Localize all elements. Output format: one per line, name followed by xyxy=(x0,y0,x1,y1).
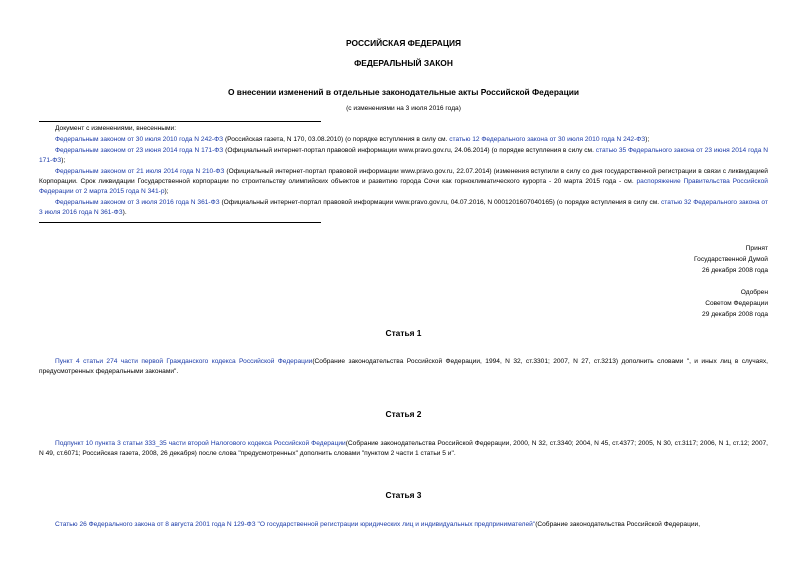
accepted-label: Принят xyxy=(745,245,768,252)
country-heading: РОССИЙСКАЯ ФЕДЕРАЦИЯ xyxy=(345,38,462,48)
change-item: Федеральным законом от 21 июля 2014 года N 210-ФЗ (Официальный интернет-портал правовой информации www.pravo.gov.ru, 22.07.2014) (изменения вступили в силу со дня государственной регистрации в связи с ликвидацией Корпорации. Срок ликвидации Государственной корпорации по строительству олимпийских объектов и развитию города Сочи как горноклиматического курорта - 20 марта 2015 года - см. распоряжение Правительства Российской Федерации от 2 марта 2015 года N 341-р); xyxy=(39,168,768,196)
accepted-by: Государственной Думой xyxy=(694,256,768,264)
change-item: Федеральным законом от 23 июня 2014 года N 171-ФЗ (Официальный интернет-портал правовой информации www.pravo.gov.ru, 24.06.2014) (о порядке вступления в силу см. статью 35 Федерального закона от 23 июня 2014 года N 171-ФЗ); xyxy=(39,147,769,165)
government-order-link[interactable]: распоряжение Правительства Российской Федерации от 2 марта 2015 года N 341-р xyxy=(39,178,768,196)
amending-law-link[interactable]: Федеральным законом от 21 июля 2014 года N 210-ФЗ xyxy=(55,168,225,175)
effective-date-link[interactable]: статью 35 Федерального закона от 23 июня 2014 года N 171-ФЗ xyxy=(39,147,769,165)
article-body: Статью 26 Федерального закона от 8 августа 2001 года N 129-ФЗ "О государственной регистрации юридических лиц и индивидуальных предпринимателей"(Собрание законодательства Российской Федерации, xyxy=(55,521,701,528)
article-heading: Статья 3 xyxy=(385,490,422,500)
amending-law-link[interactable]: Федеральным законом от 3 июля 2016 года N 361-ФЗ xyxy=(55,199,220,206)
change-item: Федеральным законом от 3 июля 2016 года N 361-ФЗ (Официальный интернет-портал правовой информации www.pravo.gov.ru, 04.07.2016, N 0001201607040165) (о порядке вступления в силу см. статью 32 Федерального закона от 3 июля 2016 года N 361-ФЗ). xyxy=(39,199,768,217)
approved-label: Одобрен xyxy=(740,288,768,296)
amending-law-link[interactable]: Федеральным законом от 23 июня 2014 года N 171-ФЗ xyxy=(55,147,224,154)
code-article-link[interactable]: Подпункт 10 пункта 3 статьи 333_35 части второй Налогового кодекса Российской Федерации xyxy=(55,440,346,447)
changes-intro: Документ с изменениями, внесенными: xyxy=(55,125,177,132)
effective-date-link[interactable]: статью 32 Федерального закона от 3 июля 2016 года N 361-ФЗ xyxy=(39,199,768,217)
law-article-link[interactable]: Статью 26 Федерального закона от 8 августа 2001 года N 129-ФЗ "О государственной регистрации юридических лиц и индивидуальных предпринимателей" xyxy=(55,521,536,528)
article-body: Пункт 4 статьи 274 части первой Гражданского кодекса Российской Федерации(Собрание законодательства Российской Федерации, 1994, N 32, ст.3301; 2007, N 27, ст.3213) дополнить словами ", и иных лиц в случаях, предусмотренных федеральными законами". xyxy=(39,358,768,376)
edition-note: (с изменениями на 3 июля 2016 года) xyxy=(346,105,461,112)
effective-date-link[interactable]: статью 12 Федерального закона от 30 июля 2010 года N 242-ФЗ xyxy=(449,136,646,143)
code-article-link[interactable]: Пункт 4 статьи 274 части первой Гражданского кодекса Российской Федерации xyxy=(55,358,313,365)
top-divider xyxy=(39,121,321,122)
approved-by: Советом Федерации xyxy=(705,299,768,307)
change-item: Федеральным законом от 30 июля 2010 года N 242-ФЗ (Российская газета, N 170, 03.08.2010) (о порядке вступления в силу см. статью 12 Федерального закона от 30 июля 2010 года N 242-ФЗ); xyxy=(55,136,650,143)
amending-law-link[interactable]: Федеральным законом от 30 июля 2010 года N 242-ФЗ xyxy=(55,136,224,143)
article-heading: Статья 2 xyxy=(385,409,422,419)
article-body: Подпункт 10 пункта 3 статьи 333_35 части второй Налогового кодекса Российской Федерации(Собрание законодательства Российской Федерации, 2000, N 32, ст.3340; 2004, N 45, ст.4377; 2005, N 30, ст.3117; 2006, N 1, ст.12; 2007, N 49, ст.6071; Российская газета, 2008, 26 декабря) после слова "предусмотренных" дополнить словами "пунктом 2 части 1 статьи 5 и". xyxy=(39,440,768,458)
article-heading: Статья 1 xyxy=(385,328,422,338)
accepted-date: 26 декабря 2008 года xyxy=(702,267,768,275)
law-type-heading: ФЕДЕРАЛЬНЫЙ ЗАКОН xyxy=(354,58,453,68)
bottom-divider xyxy=(39,222,321,223)
adoption-block xyxy=(694,243,768,320)
approved-date: 29 декабря 2008 года xyxy=(702,311,768,319)
document-title: О внесении изменений в отдельные законодательные акты Российской Федерации xyxy=(227,87,580,97)
